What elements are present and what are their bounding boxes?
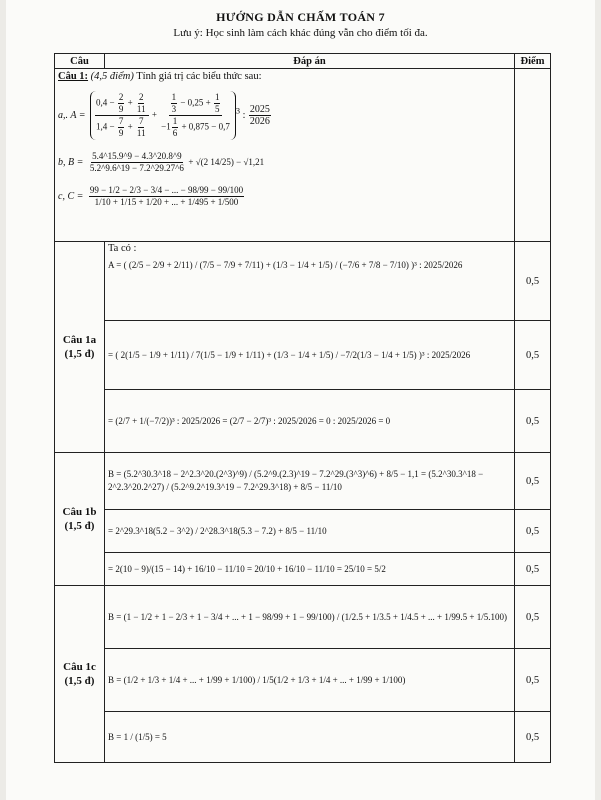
answer-table [54, 53, 551, 763]
expr-c: c, C = $\frac{99 - 1/2 - 2/3 - 3/4 - ... - 98/99 - 99/100}{1/10 + 1/15 + 1/20 + ... + 1/495 + 1/500}$ [58, 185, 244, 207]
expr-b-rest: + √(2 14/25) − √1,21 [188, 156, 265, 167]
solution-1b-step-3: = 2(10 − 9)/(15 − 14) + 16/10 − 11/10 = 20/10 + 16/10 − 11/10 = 25/10 = 5/2 [108, 563, 386, 574]
header-score: Điểm [515, 54, 551, 69]
section-1b-label-cell: Câu 1b (1,5 đ) [55, 453, 105, 586]
solution-1a-step-2: = ( 2(1/5 − 1/9 + 1/11) / 7(1/5 − 1/9 + 1/11) + (1/3 − 1/4 + 1/5) / −7/2(1/3 − 1/4 + 1/5) )³ : 2025/2026 [108, 349, 471, 360]
expr-a: a,. A = 0,4 − $\frac{2}{9}$ + $\frac{2}{11}$ 1,4 − $\frac{7}{9}$ + $\frac{7}{11}$ + $\frac{1}{3}$ − 0,25 + $\frac{1}{5}$ −1 $\frac{1}{6}$ + 0,875 − 0,7 $^3$ : $\frac{2025}{2026}$ [58, 92, 270, 138]
table-header-row [55, 54, 551, 69]
solution-1c-step-2: B = (1/2 + 1/3 + 1/4 + ... + 1/99 + 1/100) / 1/5(1/2 + 1/3 + 1/4 + ... + 1/99 + 1/100) [108, 674, 406, 685]
problem-text: Tính giá trị các biểu thức sau: [136, 71, 262, 82]
problem-row [55, 69, 551, 242]
problem-cell [55, 69, 515, 242]
solution-1c-step-1: B = (1 − 1/2 + 1 − 2/3 + 1 − 3/4 + ... + 1 − 98/99 + 1 − 99/100) / (1/2.5 + 1/3.5 + 1/4.5 + ... + 1/99.5 + 1/5.100) [108, 611, 507, 622]
solution-1a-step-3: = (2/7 + 1/(−7/2))³ : 2025/2026 = (2/7 − 2/7)³ : 2025/2026 = 0 : 2025/2026 = 0 [108, 415, 391, 426]
grading-note: Lưu ý: Học sinh làm cách khác đúng vẫn cho điểm tối đa. [173, 27, 428, 39]
expr-b-numerator: 5.4^15.9^9 − 4.3^20.8^9 [92, 151, 182, 161]
solution-1b-step-2: = 2^29.3^18(5.2 − 3^2) / 2^28.3^18(5.3 − 7.2) + 8/5 − 11/10 [108, 525, 327, 536]
solution-1b-step-1: B = (5.2^30.3^18 − 2^2.3^20.(2^3)^9) / (5.2^9.(2.3)^19 − 7.2^29.(3^3)^6) + 8/5 − 1,1 = (5.2^30.3^18 − 2^2.3^20.2^27) / (5.2^9.2^19.3^19 − 7.2^29.3^18) + 8/5 − 11/10 [108, 469, 484, 492]
section-1a-label-cell: Câu 1a (1,5 đ) [55, 242, 105, 453]
section-1c-row-3 [55, 712, 551, 763]
section-1a-row-3 [55, 390, 551, 453]
solution-1a-step-1: A = ( (2/5 − 2/9 + 2/11) / (7/5 − 7/9 + 7/11) + (1/3 − 1/4 + 1/5) / (−7/6 + 7/8 − 7/10) )³ : 2025/2026 [108, 260, 463, 270]
document-title: HƯỚNG DẪN CHẤM TOÁN 7 [216, 10, 385, 24]
expr-b-denominator: 5.2^9.6^19 − 7.2^29.27^6 [89, 163, 184, 173]
problem-label: Câu 1: [58, 71, 89, 82]
section-1a-row-1: Câu 1a (1,5 đ) Ta có : A = ( (2/5 − 2/9 + 2/11) / (7/5 − 7/9 + 7/11) + (1/3 − 1/4 + 1/5) / (−7/6 + 7/8 − 7/10) )³ : 2025/2026 0,5 [55, 242, 551, 321]
score-1b-3: 0,5 [515, 553, 551, 586]
score-1c-3: 0,5 [515, 712, 551, 763]
score-1a-1: 0,5 [515, 242, 551, 321]
expr-c-numerator: 99 − 1/2 − 2/3 − 3/4 − ... − 98/99 − 99/100 [89, 185, 244, 195]
section-1a-row-2 [55, 321, 551, 390]
expr-c-denominator: 1/10 + 1/15 + 1/20 + ... + 1/495 + 1/500 [94, 197, 239, 207]
score-1b-2: 0,5 [515, 510, 551, 553]
problem-points: (4,5 điểm) [90, 71, 134, 82]
header-answer: Đáp án [105, 54, 515, 69]
score-1a-2: 0,5 [515, 321, 551, 390]
expr-b: b, B = $\frac{5.4\^{}15.9\^{}9 - 4.3\^{}20.8\^{}9}{5.2\^{}9.6\^{}19 - 7.2\^{}29.27\^{}6}$ + √(2 14/25) − √1,21 [58, 151, 265, 173]
section-1b-row-2 [55, 510, 551, 553]
solution-1c-step-3: B = 1 / (1/5) = 5 [108, 731, 167, 742]
section-1b-row-3 [55, 553, 551, 586]
score-1c-1: 0,5 [515, 586, 551, 649]
section-1c-row-1 [55, 586, 551, 649]
section-1c-label-cell: Câu 1c (1,5 đ) [55, 586, 105, 763]
answer-sheet [6, 0, 595, 800]
section-1b-row-1 [55, 453, 551, 510]
score-1b-1: 0,5 [515, 453, 551, 510]
section-1c-row-2 [55, 649, 551, 712]
score-1a-3: 0,5 [515, 390, 551, 453]
score-1c-2: 0,5 [515, 649, 551, 712]
header-question: Câu [55, 54, 105, 69]
